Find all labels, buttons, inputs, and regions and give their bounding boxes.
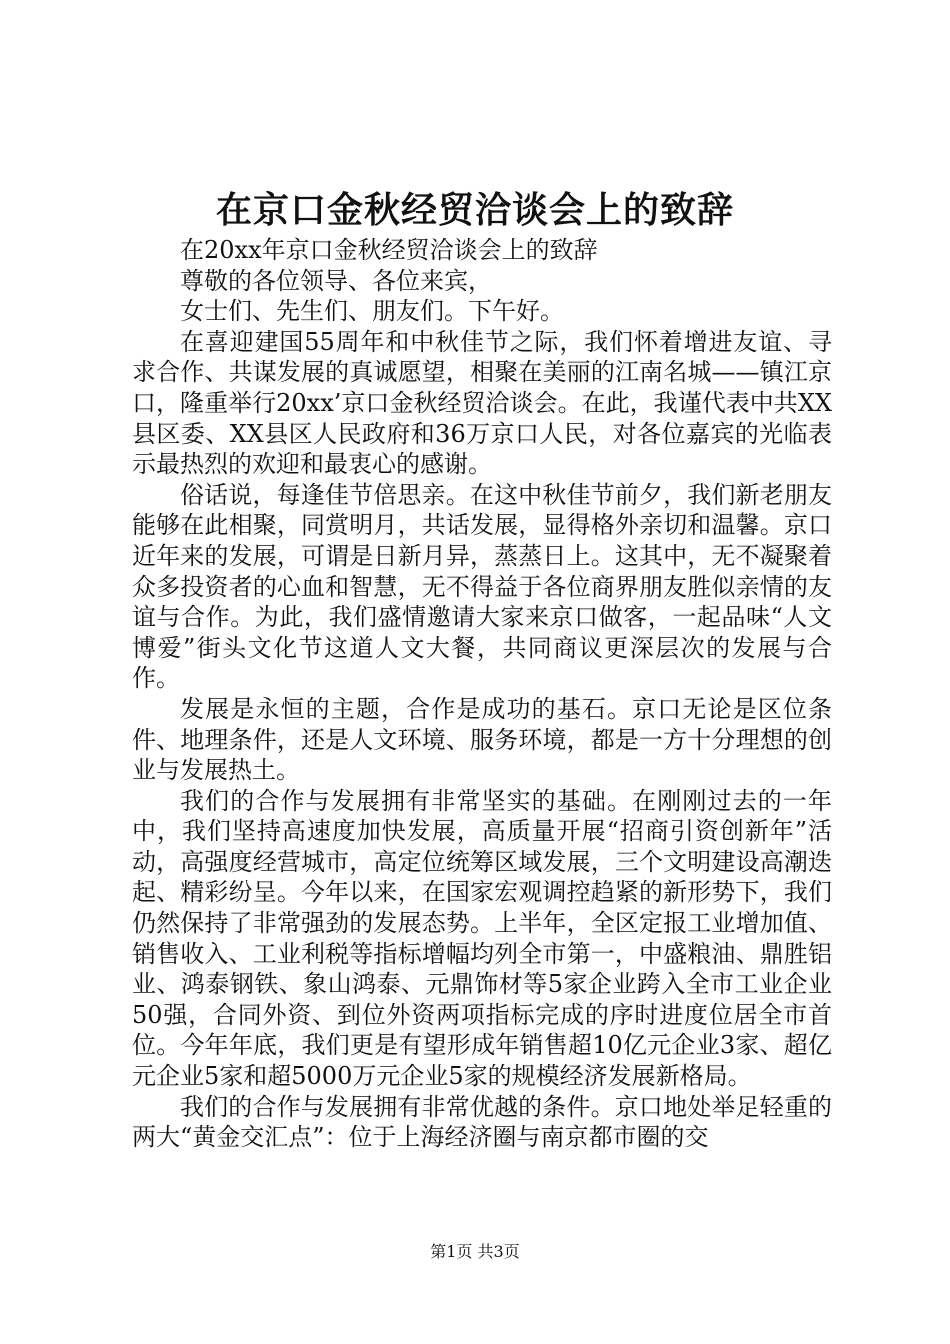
paragraph-favorable-conditions: 我们的合作与发展拥有非常优越的条件。京口地处举足轻重的两大“黄金交汇点”：位于上海经济圈与南京都市圈的交 (132, 1092, 832, 1152)
paragraph-welcome: 在喜迎建国55周年和中秋佳节之际，我们怀着增进友谊、寻求合作、共谋发展的真诚愿望，相聚在美丽的江南名城——镇江京口，隆重举行20xx’京口金秋经贸洽谈会。在此，我谨代表中共XX县区委、XX县区人民政府和36万京口人民，对各位嘉宾的光临表示最热烈的欢迎和最衷心的感谢。 (132, 327, 832, 479)
paragraph-heading-line: 在20xx年京口金秋经贸洽谈会上的致辞 (180, 236, 598, 264)
document-body (132, 235, 832, 1153)
paragraph-solid-foundation: 我们的合作与发展拥有非常坚实的基础。在刚刚过去的一年中，我们坚持高速度加快发展，高质量开展“招商引资创新年”活动，高强度经营城市，高定位统筹区域发展，三个文明建设高潮迭起、精彩纷呈。今年以来，在国家宏观调控趋紧的新形势下，我们仍然保持了非常强劲的发展态势。上半年，全区定报工业增加值、销售收入、工业利税等指标增幅均列全市第一，中盛粮油、鼎胜铝业、鸿泰钢铁、象山鸿泰、元鼎饰材等5家企业跨入全市工业企业50强，合同外资、到位外资两项指标完成的序时进度位居全市首位。今年年底，我们更是有望形成年销售超10亿元企业3家、超亿元企业5家和超5000万元企业5家的规模经济发展新格局。 (132, 786, 832, 1091)
document-title: 在京口金秋经贸洽谈会上的致辞 (215, 189, 734, 231)
page-number-footer: 第1页 共3页 (430, 1242, 520, 1261)
paragraph-mid-autumn: 俗话说，每逢佳节倍思亲。在这中秋佳节前夕，我们新老朋友能够在此相聚，同赏明月，共话发展，显得格外亲切和温馨。京口近年来的发展，可谓是日新月异，蒸蒸日上。这其中，无不凝聚着众多投资者的心血和智慧，无不得益于各位商界朋友胜似亲情的友谊与合作。为此，我们盛情邀请大家来京口做客，一起品味“人文博爱”街头文化节这道人文大餐，共同商议更深层次的发展与合作。 (132, 480, 832, 693)
paragraph-development-theme: 发展是永恒的主题，合作是成功的基石。京口无论是区位条件、地理条件，还是人文环境、服务环境，都是一方十分理想的创业与发展热土。 (132, 694, 832, 785)
paragraph-greeting: 女士们、先生们、朋友们。下午好。 (180, 297, 564, 326)
paragraph-salutation: 尊敬的各位领导、各位来宾， (180, 266, 492, 295)
